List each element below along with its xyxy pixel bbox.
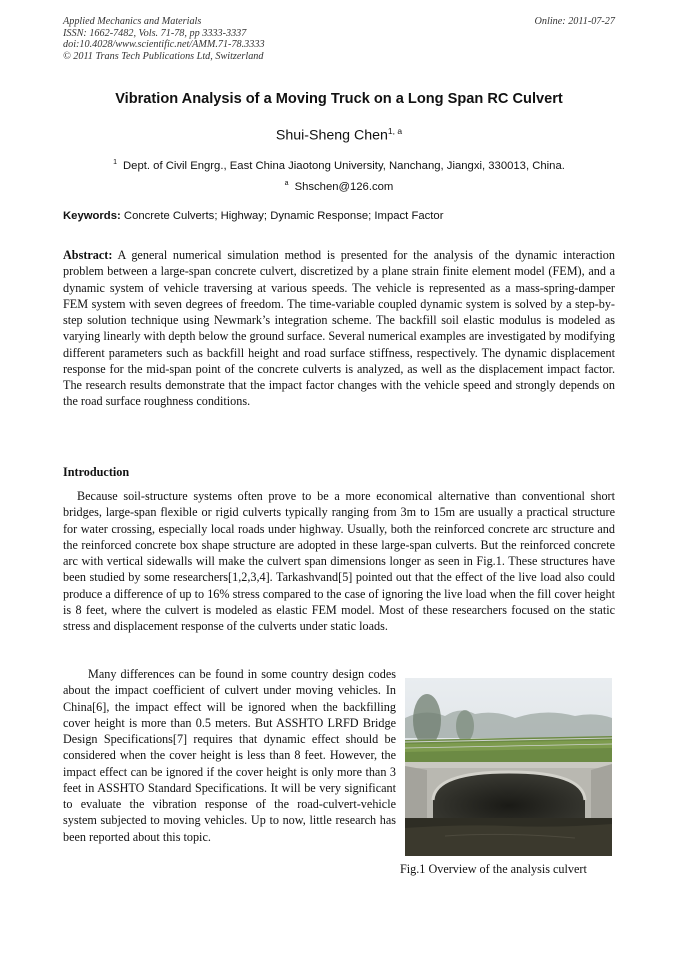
keywords [63,210,623,222]
abstract-text: A general numerical simulation method is presented for the analysis of the dynamic interaction problem between a large-span concrete culvert, discretized by a plane strain finite element model (FEM), and a dynamic system of vehicle traversing at various speeds. The vehicle is represented as a mass-spring-damper FEM system with seven degrees of freedom. The time-variable coupled dynamic system is solved by a step-by-step solution technique using Newmark’s integration scheme. The backfill soil elastic modulus is modeled as varying linearly with depth below the ground surface. Several numerical examples are investigated by modifying different parameters such as backfill height and road surface stiffness, respectively. The dynamic displacement response for the mid-span point of the concrete culverts is analyzed, as well as the displacement impact factor. The research results demonstrate that the impact factor changes with the vehicle speed and strongly depends on the road surface roughness conditions. [63,248,615,409]
email-line [0,175,678,196]
affiliation-line [0,154,678,175]
author-name: Shui-Sheng Chen [275,127,388,144]
copyright-line: © 2011 Trans Tech Publications Ltd, Switzerland [63,50,264,62]
author-line [0,126,678,144]
affiliation-text: Dept. of Civil Engrg., East China Jiaotong University, Nanchang, Jiangxi, 330013, China. [123,159,565,172]
affiliation-block [0,154,678,196]
culvert-photo [405,678,612,856]
online-date: Online: 2011-07-27 [534,16,615,27]
keywords-text: Concrete Culverts; Highway; Dynamic Response; Impact Factor [123,210,444,222]
journal-header [63,16,615,62]
journal-name: Applied Mechanics and Materials [63,16,202,27]
author-superscript: 1, a [387,126,403,136]
introduction-paragraph-1: Because soil-structure systems often prove to be a more economical alternative than conventional short bridges, large-span flexible or rigid culverts typically ranging from 3m to 15m are usually a practical structure for water crossing, especially local roads under highway. Usually, both the reinforced concrete arc structure and the reinforced concrete box shape structure are adopted in these large-span culverts. But the reinforced concrete arc with vertical sidewalls will make the culvert span dimensions longer as seen in Fig.1. These structures have been studied by some researchers[1,2,3,4]. Tarkashvand[5] pointed out that the effect of the live load also could produce a difference of up to 16% stress compared to the case of ignoring the live load when the fill cover height is 8 feet, where the culvert is modeled as elastic FEM model. Most of these researchers focused on the static stress and displacement response of the culverts under static loads. [63,489,615,633]
doi-line: doi:10.4028/www.scientific.net/AMM.71-78.3333 [63,39,265,51]
affiliation-superscript: 1 [113,159,118,166]
abstract [63,247,615,410]
keywords-label: Keywords: [63,210,121,222]
email-superscript: a [284,179,289,187]
email-text: Shschen@126.com [294,180,394,193]
figure-caption: Fig.1 Overview of the analysis culvert [400,862,587,876]
introduction-paragraph-2: Many differences can be found in some country design codes about the impact coefficient of culvert under moving vehicles. In China[6], the impact effect will be ignored when the backfilling cover height is more than 0.5 meters. But ASSHTO LRFD Bridge Design Specifications[7] requires that dynamic effect should be considered when the cover height is less than 8 feet. However, the impact effect can be ignored if the cover height is only more than 3 feet in ASSHTO Standard Specifications. It will be very significant to evaluate the vibration response of the road-culvert-vehicle system subjected to moving vehicles. Up to now, little research has been reported about this topic. [63,667,396,844]
issn-line: ISSN: 1662-7482, Vols. 71-78, pp 3333-3337 [63,27,247,39]
paper-title: Vibration Analysis of a Moving Truck on a Long Span RC Culvert [115,91,563,107]
section-heading-introduction: Introduction [63,465,130,479]
abstract-label: Abstract: [63,248,113,262]
